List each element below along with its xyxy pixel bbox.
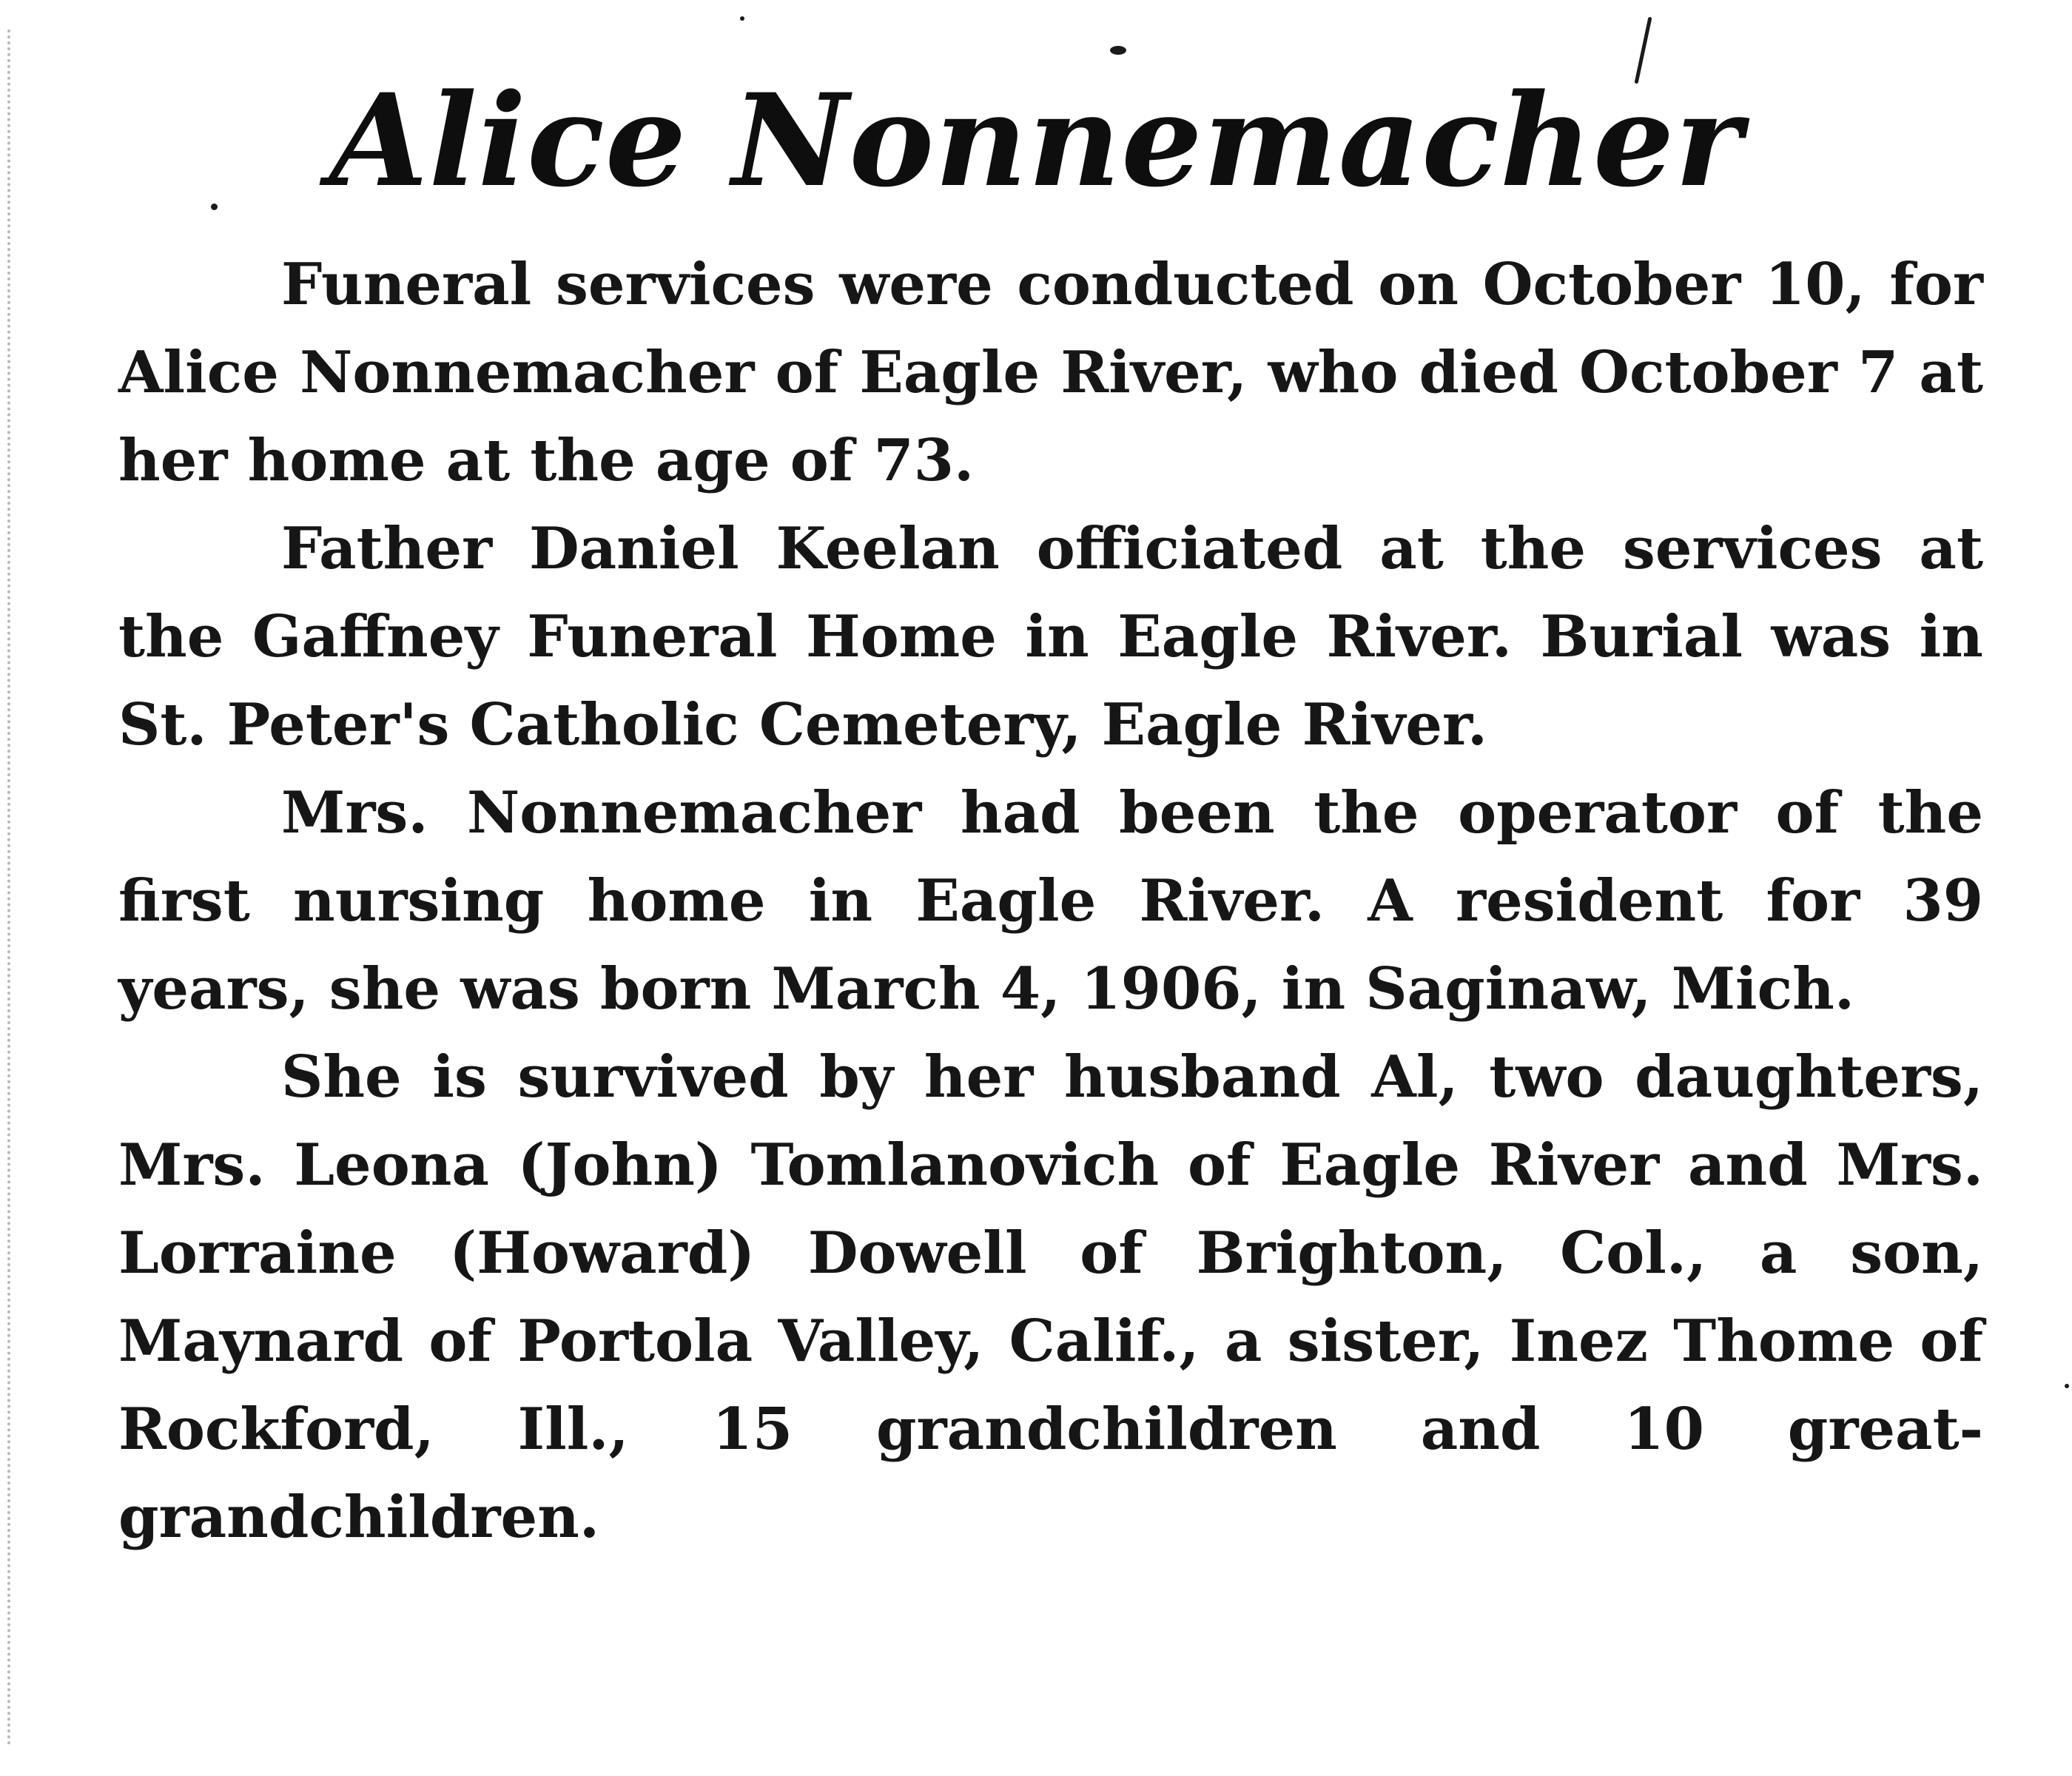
clipping-torn-edge xyxy=(7,30,10,1746)
print-speck xyxy=(740,16,744,21)
obituary-paragraph-burial: Father Daniel Keelan officiated at the services at the Gaffney Funeral Home in Eagle River. Burial was in St. Peter's Catholic Cemetery, Eagle River. xyxy=(118,515,1983,758)
obituary-paragraph-biography: Mrs. Nonnemacher had been the operator of the first nursing home in Eagle River. A resident for 39 years, she was born March 4, 1906, in Saginaw, Mich. xyxy=(118,779,1983,1023)
obituary-paragraph-services: Funeral services were conducted on October 10, for Alice Nonnemacher of Eagle River, who died October 7 at her home at the age of 73. xyxy=(118,251,1983,494)
print-speck xyxy=(1110,46,1126,55)
obituary-body xyxy=(118,240,1983,1561)
obituary-paragraph-survivors: She is survived by her husband Al, two daughters, Mrs. Leona (John) Tomlanovich of Eagle River and Mrs. Lorraine (Howard) Dowell of Brighton, Col., a son, Maynard of Portola Valley, Calif., a sister, Inez Thome of Rockford, Ill., 15 grandchildren and 10 great-grandchildren. xyxy=(118,1043,1983,1551)
obituary-headline: Alice Nonnemacher xyxy=(329,65,1743,215)
print-speck xyxy=(2065,1384,2069,1388)
